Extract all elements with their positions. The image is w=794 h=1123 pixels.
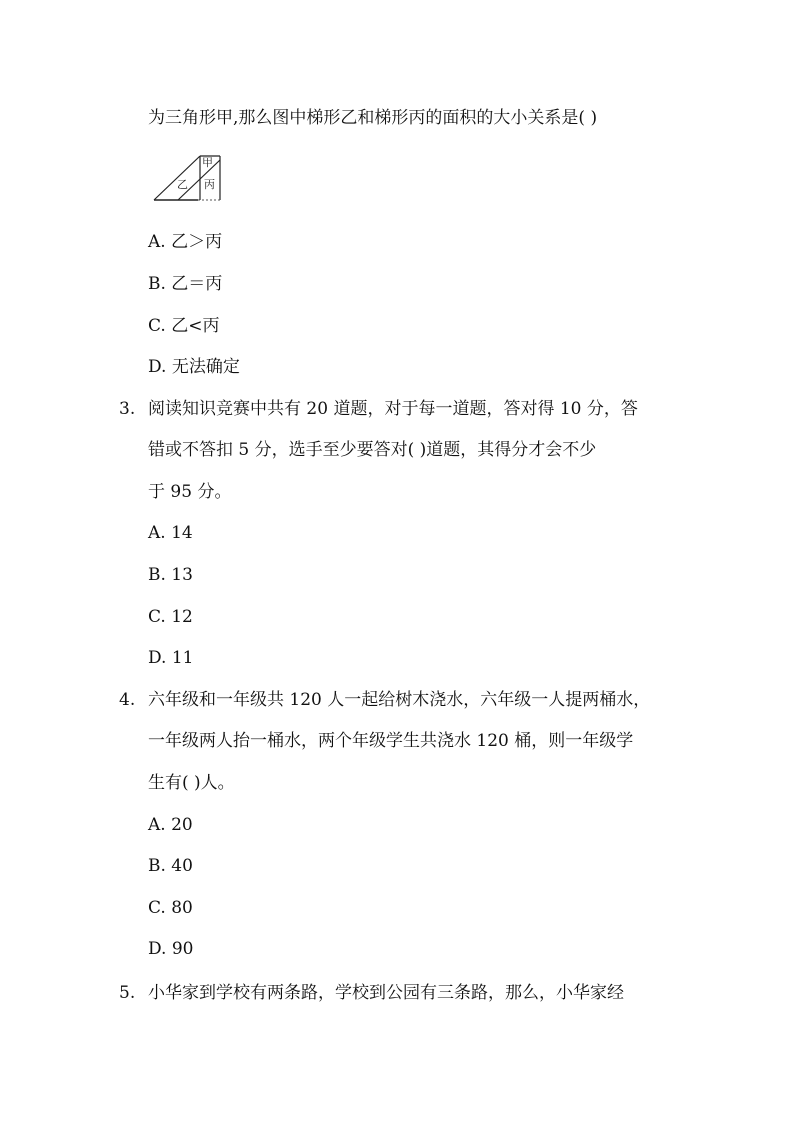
label-yi: 乙	[177, 178, 188, 191]
q2-stem-continued: 为三角形甲,那么图中梯形乙和梯形丙的面积的大小关系是( )	[148, 108, 598, 128]
label-bing: 丙	[204, 178, 215, 191]
q3-stem-line-3: 于 95 分。	[148, 482, 232, 502]
q4-option-a[interactable]: A. 20	[148, 815, 193, 835]
q4-number: 4.	[119, 690, 136, 710]
q5-number: 5.	[119, 983, 136, 1003]
q4-stem-line-1: 六年级和一年级共 120 人一起给树木浇水，六年级一人提两桶水，	[148, 690, 651, 710]
q4-stem-line-2: 一年级两人抬一桶水，两个年级学生共浇水 120 桶，则一年级学	[148, 731, 634, 751]
q4-option-d[interactable]: D. 90	[148, 939, 194, 959]
q4-option-c[interactable]: C. 80	[148, 898, 193, 918]
q3-option-a[interactable]: A. 14	[148, 523, 193, 543]
q4-option-b[interactable]: B. 40	[148, 856, 193, 876]
q3-stem-line-1: 阅读知识竞赛中共有 20 道题，对于每一道题，答对得 10 分，答	[148, 399, 638, 419]
trapezoid-figure	[152, 152, 228, 204]
q2-option-c[interactable]: C. 乙<丙	[148, 316, 220, 336]
q3-option-b[interactable]: B. 13	[148, 565, 193, 585]
q3-number: 3.	[119, 399, 136, 419]
q4-stem-line-3: 生有( )人。	[148, 773, 235, 793]
q2-option-b[interactable]: B. 乙＝丙	[148, 274, 223, 294]
q2-option-d[interactable]: D. 无法确定	[148, 357, 240, 377]
label-jia: 甲	[202, 156, 213, 169]
q3-stem-line-2: 错或不答扣 5 分，选手至少要答对( )道题，其得分才会不少	[148, 440, 597, 460]
q3-option-c[interactable]: C. 12	[148, 607, 193, 627]
q2-option-a[interactable]: A. 乙＞丙	[148, 232, 223, 252]
q3-option-d[interactable]: D. 11	[148, 648, 194, 668]
q5-stem-line-1: 小华家到学校有两条路，学校到公园有三条路，那么，小华家经	[148, 983, 624, 1003]
